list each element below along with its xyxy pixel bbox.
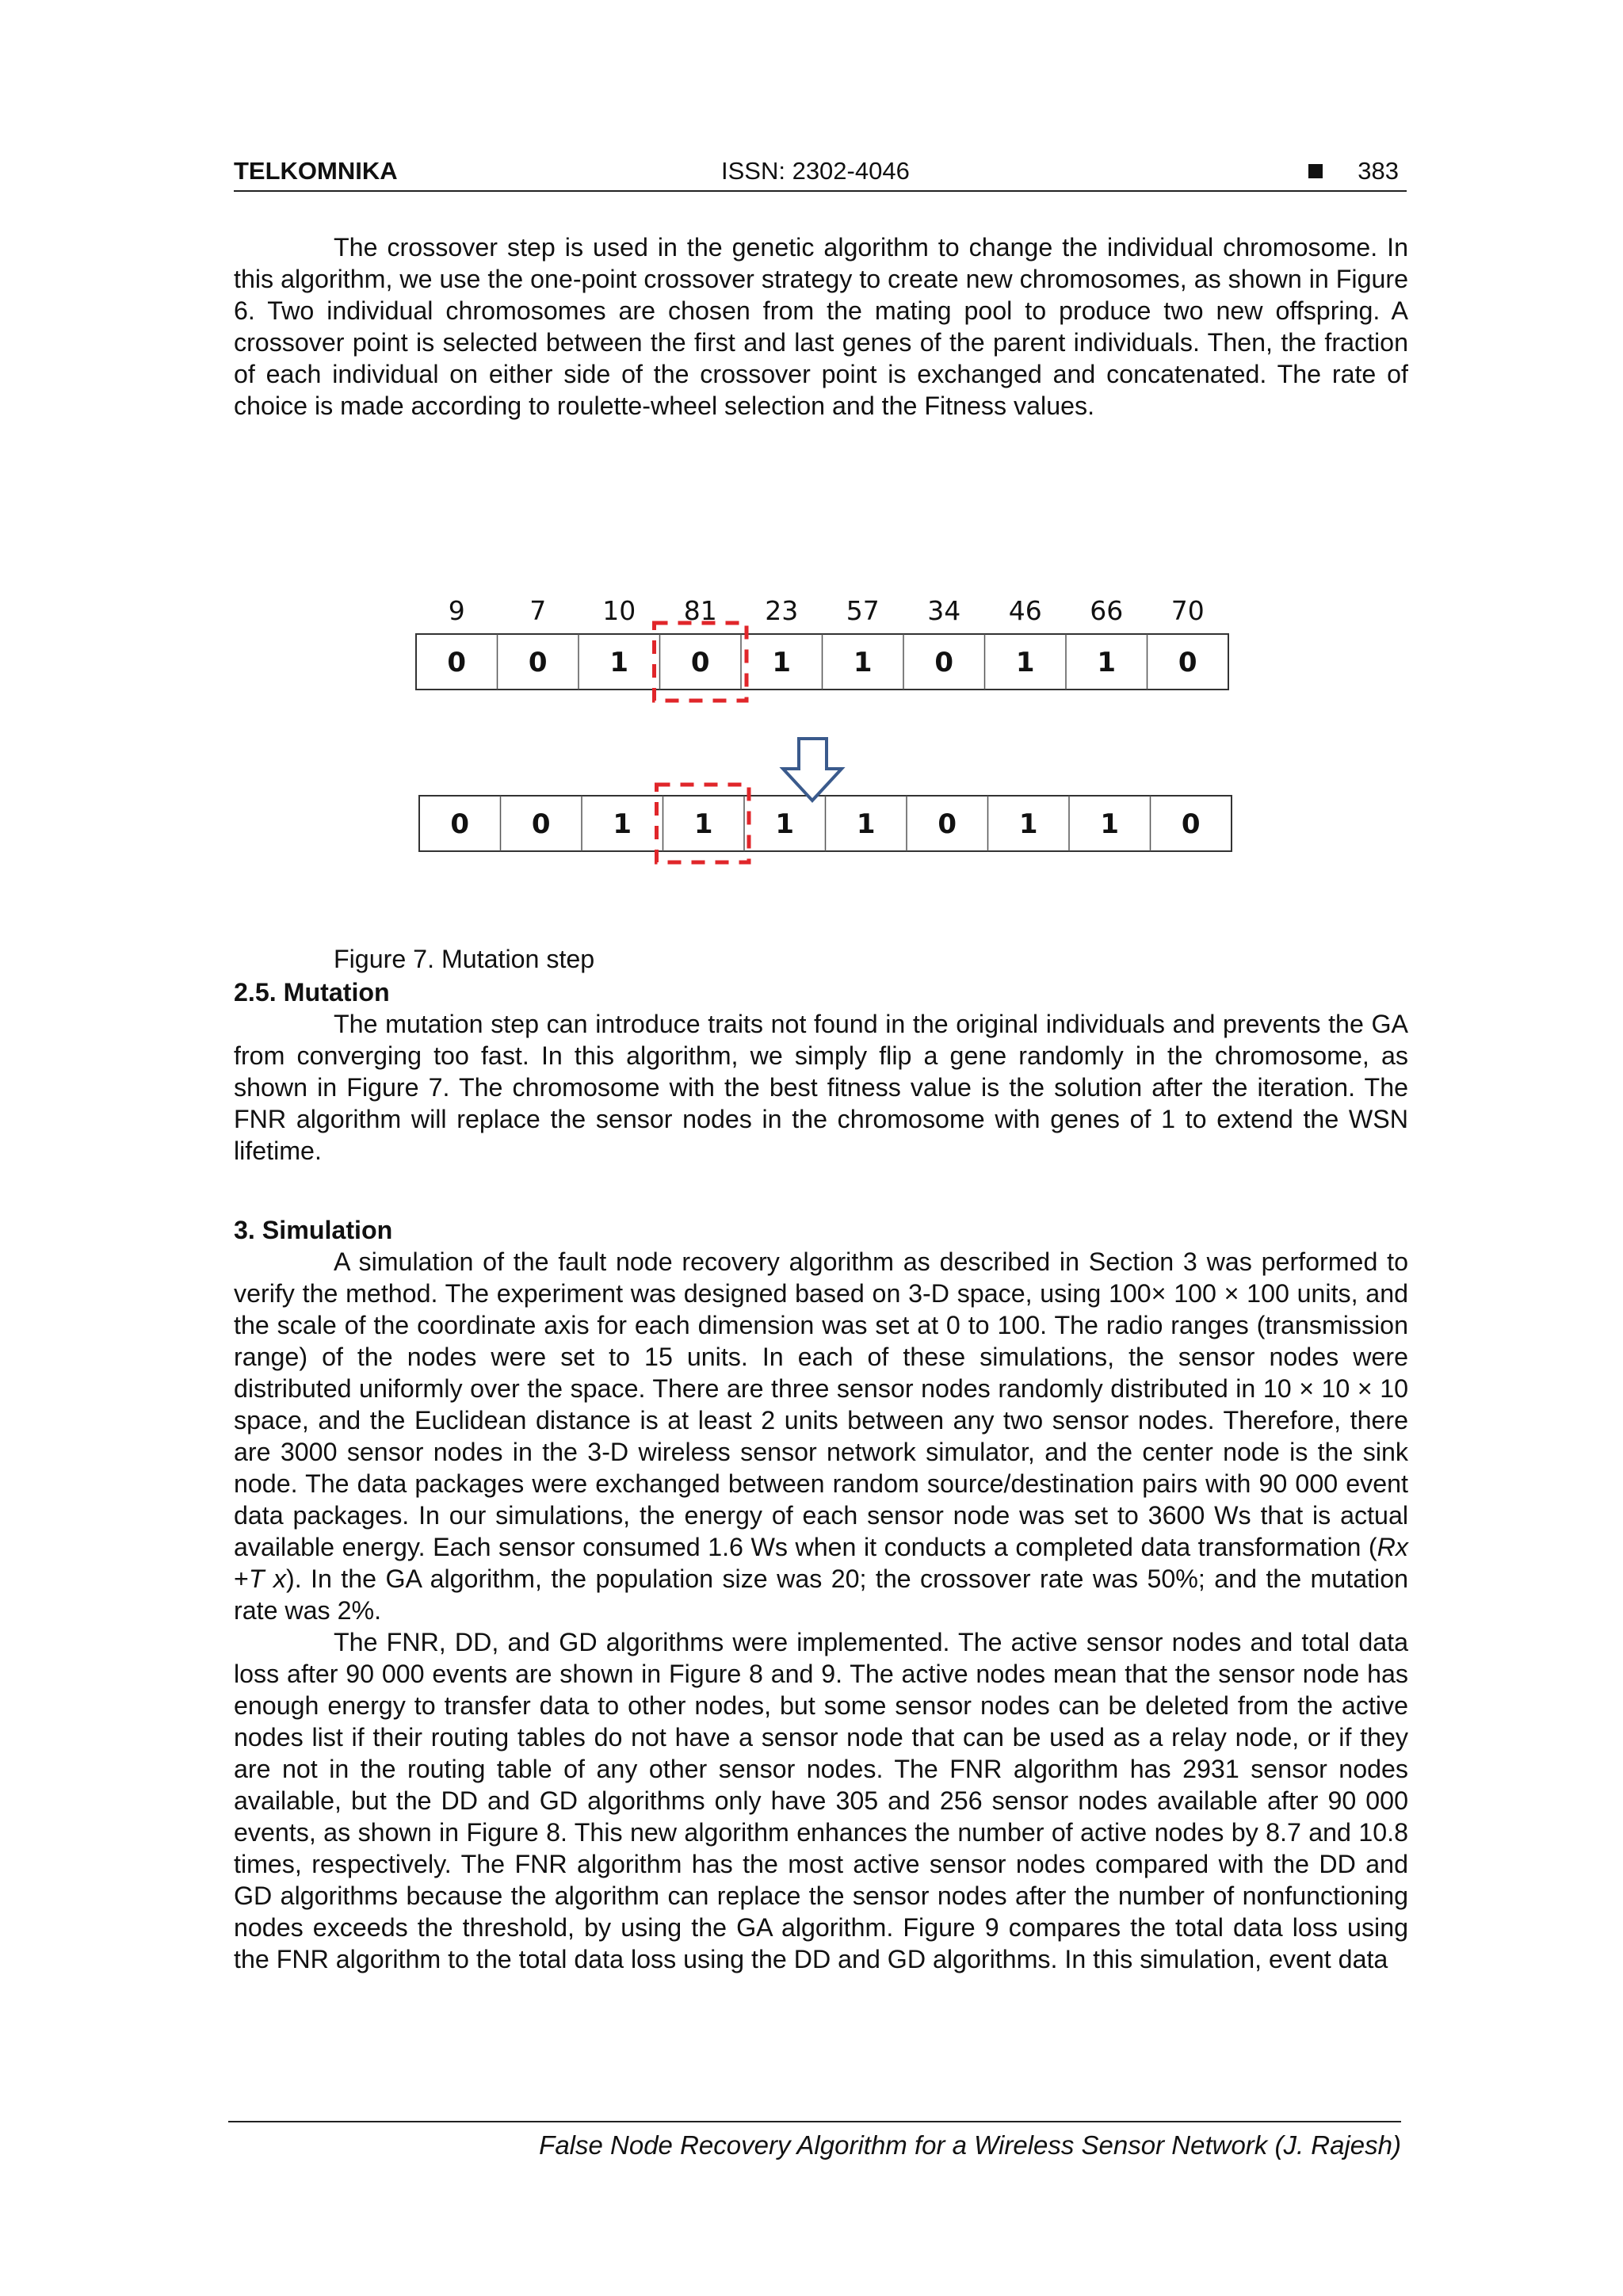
square-bullet-icon	[1308, 164, 1323, 178]
chromosome-after	[419, 796, 1232, 851]
gene-value: 1	[775, 808, 795, 840]
figure-mutation-step	[234, 501, 1408, 976]
node-id-label: 34	[927, 595, 961, 626]
gene-value: 1	[1015, 647, 1035, 678]
chromosome-before	[416, 634, 1228, 690]
text-run-plus: +	[234, 1564, 249, 1593]
node-id-label: 7	[529, 595, 547, 626]
paragraph-crossover: The crossover step is used in the genetic algorithm to change the individual chromosome. In this algorithm, we use the one-point crossover strategy to create new chromosomes, as shown in Figure 6. Two individual chromosomes are chosen from the mating pool to produce two new offspring. A crossover point is selected between the first and last genes of the parent individuals. Then, the fraction of each individual on either side of the crossover point is exchanged and concatenated. The rate of choice is made according to roulette-wheel selection and the Fitness values.	[234, 233, 1408, 420]
gene-value: 0	[450, 808, 470, 840]
gene-value: 1	[609, 647, 629, 678]
page-header	[234, 155, 1407, 192]
figure-caption: Figure 7. Mutation step	[334, 945, 595, 973]
node-id-label: 10	[602, 595, 636, 626]
paragraph-mutation: The mutation step can introduce traits not found in the original individuals and prevents the GA from converging too fast. In this algorithm, we simply flip a gene randomly in the chromosome, as shown in Figure 7. The chromosome with the best fitness value is the solution after the iteration. The FNR algorithm will replace the sensor nodes in the chromosome with genes of 1 to extend the WSN lifetime.	[234, 1010, 1408, 1165]
page-number: 383	[1358, 157, 1399, 185]
text-run-tx: T x	[248, 1564, 286, 1593]
page-body	[234, 231, 1408, 1975]
down-arrow-icon	[783, 739, 842, 800]
node-id-label: 46	[1008, 595, 1042, 626]
gene-value: 1	[772, 647, 792, 678]
footer-title: False Node Recovery Algorithm for a Wireless Sensor Network (J. Rajesh)	[539, 2130, 1401, 2160]
spacer	[234, 1167, 1408, 1214]
node-id-label: 57	[846, 595, 880, 626]
gene-value: 0	[531, 808, 551, 840]
section-heading-mutation: 2.5. Mutation	[234, 978, 390, 1007]
gene-value: 1	[1100, 808, 1120, 840]
gene-value: 0	[528, 647, 548, 678]
node-id-label: 81	[683, 595, 717, 626]
gene-value: 0	[447, 647, 467, 678]
section-heading-simulation: 3. Simulation	[234, 1216, 393, 1244]
issn: ISSN: 2302-4046	[721, 157, 910, 185]
text-run: ). In the GA algorithm, the population size was 20; the crossover rate was 50%; and the mutation rate was 2%.	[234, 1564, 1408, 1625]
gene-value: 0	[938, 808, 957, 840]
gene-value: 0	[690, 647, 710, 678]
gene-value: 0	[1181, 808, 1201, 840]
paragraph-simulation-2: The FNR, DD, and GD algorithms were implemented. The active sensor nodes and total data loss after 90 000 events are shown in Figure 8 and 9. The active nodes mean that the sensor node has enough energy to transfer data to other nodes, but some sensor nodes can be deleted from the active nodes list if their routing tables do not have a sensor node that can be used as a relay node, or if they are not in the routing table of any other sensor nodes. The FNR algorithm has 2931 sensor nodes available, but the DD and GD algorithms only have 305 and 256 sensor nodes available after 90 000 events, as shown in Figure 8. This new algorithm enhances the number of active nodes by 8.7 and 10.8 times, respectively. The FNR algorithm has the most active sensor nodes compared with the DD and GD algorithms because the algorithm can replace the sensor nodes after the number of nonfunctioning nodes exceeds the threshold, by using the GA algorithm. Figure 9 compares the total data loss using the FNR algorithm to the total data loss using the DD and GD algorithms. In this simulation, event data	[234, 1628, 1408, 1973]
page-number-group	[1308, 157, 1399, 185]
text-run-rx: Rx	[1377, 1533, 1408, 1561]
node-id-label: 23	[765, 595, 799, 626]
arrow-shape	[783, 739, 842, 800]
journal-name: TELKOMNIKA	[234, 157, 398, 185]
text-run: A simulation of the fault node recovery algorithm as described in Section 3 was performed to verify the method. The experiment was designed based on 3-D space, using 100× 100 × 100 units, and the scale of the coordinate axis for each dimension was set at 0 to 100. The radio ranges (transmission range) of the nodes were set to 15 units. In each of these simulations, the sensor nodes were distributed uniformly over the space. There are three sensor nodes randomly distributed in 10 × 10 × 10 space, and the Euclidean distance is at least 2 units between any two sensor nodes. Therefore, there are 3000 sensor nodes in the 3-D wireless sensor network simulator, and the center node is the sink node. The data packages were exchanged between random source/destination pairs with 90 000 event data packages. In our simulations, the energy of each sensor node was set to 3600 Ws that is actual available energy. Each sensor consumed 1.6 Ws when it conducts a completed data transformation (	[234, 1247, 1408, 1561]
node-id-label: 70	[1170, 595, 1205, 626]
gene-value: 1	[856, 808, 876, 840]
gene-value: 0	[1178, 647, 1197, 678]
gene-value: 1	[1018, 808, 1038, 840]
paragraph-simulation-1	[234, 1246, 1408, 1626]
page-footer	[228, 2121, 1401, 2160]
gene-value: 1	[853, 647, 873, 678]
gene-value: 1	[693, 808, 713, 840]
node-id-label: 9	[448, 595, 465, 626]
mutation-diagram	[234, 501, 1408, 945]
gene-value: 1	[1097, 647, 1117, 678]
node-id-label: 66	[1090, 595, 1124, 626]
gene-value: 1	[613, 808, 632, 840]
node-id-row	[449, 595, 1205, 626]
gene-value: 0	[934, 647, 954, 678]
